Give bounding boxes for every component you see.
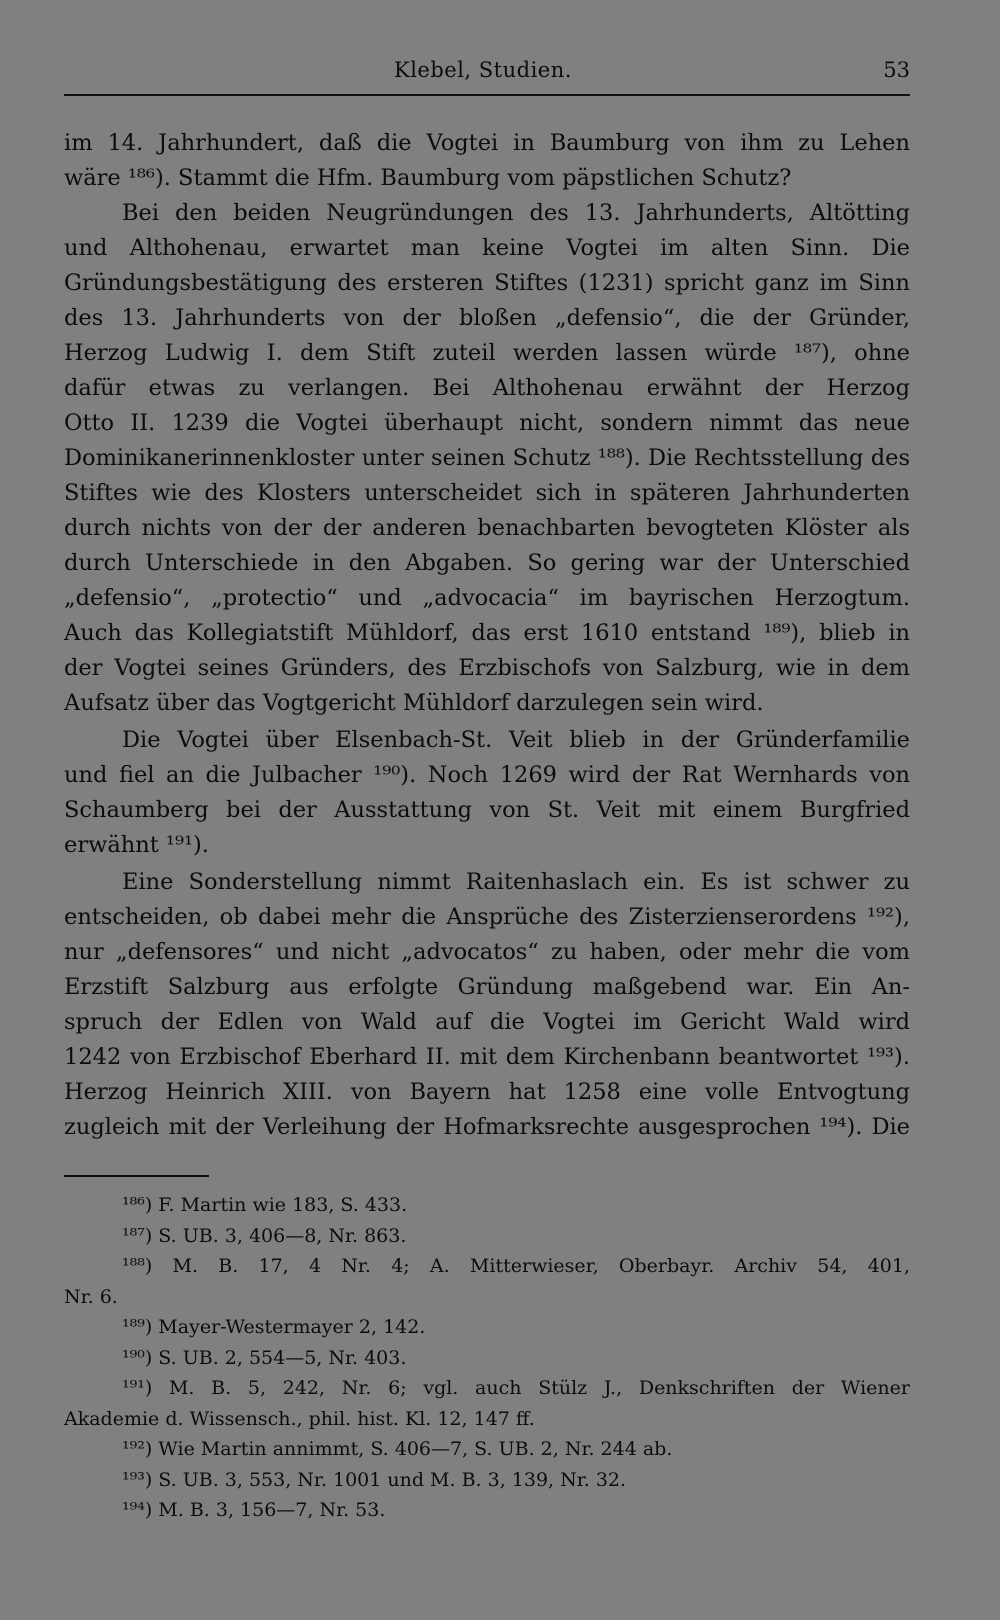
footnote-line: Nr. 6. xyxy=(64,1285,118,1308)
footnote-line: Akademie d. Wissensch., phil. hist. Kl. 12, 147 ff. xyxy=(64,1407,535,1430)
footnote-line: ¹⁹⁰) S. UB. 2, 554—5, Nr. 403. xyxy=(122,1346,407,1369)
text-line: Herzog Heinrich XIII. von Bayern hat 1258 eine volle Entvogtung xyxy=(64,1079,910,1105)
text-line: Auch das Kollegiatstift Mühldorf, das erst 1610 entstand ¹⁸⁹), blieb in xyxy=(64,620,910,646)
footnote-rule xyxy=(64,1175,209,1177)
text-line: Bei den beiden Neugründungen des 13. Jahrhunderts, Altötting xyxy=(122,200,910,226)
footnote-line: ¹⁹³) S. UB. 3, 553, Nr. 1001 und M. B. 3, 139, Nr. 32. xyxy=(122,1468,627,1491)
text-line: nur „defensores“ und nicht „advocatos“ zu haben, oder mehr die vom xyxy=(64,939,910,965)
text-line: entscheiden, ob dabei mehr die Ansprüche des Zisterzienserordens ¹⁹²), xyxy=(64,904,910,930)
text-line: durch nichts von der der anderen benachbarten bevogteten Klöster als xyxy=(64,515,910,541)
page-number: 53 xyxy=(883,58,910,82)
text-line: und Althohenau, erwartet man keine Vogtei im alten Sinn. Die xyxy=(64,235,910,261)
footnote-line: ¹⁸⁸) M. B. 17, 4 Nr. 4; A. Mitterwieser, Oberbayr. Archiv 54, 401, xyxy=(122,1255,910,1277)
text-line: im 14. Jahrhundert, daß die Vogtei in Baumburg von ihm zu Lehen xyxy=(64,130,910,156)
text-line: Die Vogtei über Elsenbach-St. Veit blieb in der Gründerfamilie xyxy=(122,727,910,753)
text-line: des 13. Jahrhunderts von der bloßen „defensio“, die der Gründer, xyxy=(64,305,910,331)
footnote-line: ¹⁹²) Wie Martin annimmt, S. 406—7, S. UB. 2, Nr. 244 ab. xyxy=(122,1438,673,1460)
page-header xyxy=(64,58,910,96)
text-line: spruch der Edlen von Wald auf die Vogtei im Gericht Wald wird xyxy=(64,1009,910,1035)
text-line: Erzstift Salzburg aus erfolgte Gründung maßgebend war. Ein An- xyxy=(64,974,910,1000)
text-line: „defensio“, „protectio“ und „advocacia“ im bayrischen Herzogtum. xyxy=(64,585,910,611)
text-line: wäre ¹⁸⁶). Stammt die Hfm. Baumburg vom päpstlichen Schutz? xyxy=(64,165,792,191)
text-line: 1242 von Erzbischof Eberhard II. mit dem Kirchenbann beantwortet ¹⁹³). xyxy=(64,1044,910,1070)
footnote-line: ¹⁹¹) M. B. 5, 242, Nr. 6; vgl. auch Stülz J., Denkschriften der Wiener xyxy=(122,1377,910,1399)
text-line: Schaumberg bei der Ausstattung von St. Veit mit einem Burgfried xyxy=(64,797,910,823)
text-line: Stiftes wie des Klosters unterscheidet sich in späteren Jahrhunderten xyxy=(64,480,910,506)
footnote-line: ¹⁸⁹) Mayer-Westermayer 2, 142. xyxy=(122,1316,426,1338)
footnote-line: ¹⁸⁶) F. Martin wie 183, S. 433. xyxy=(122,1194,408,1216)
text-line: durch Unterschiede in den Abgaben. So gering war der Unterschied xyxy=(64,550,910,576)
text-line: Gründungsbestätigung des ersteren Stiftes (1231) spricht ganz im Sinn xyxy=(64,270,910,296)
text-line: zugleich mit der Verleihung der Hofmarksrechte ausgesprochen ¹⁹⁴). Die xyxy=(64,1114,910,1140)
text-line: Aufsatz über das Vogtgericht Mühldorf darzulegen sein wird. xyxy=(64,690,764,716)
text-line: erwähnt ¹⁹¹). xyxy=(64,832,209,858)
body-text xyxy=(64,126,910,1145)
text-line: der Vogtei seines Gründers, des Erzbischofs von Salzburg, wie in dem xyxy=(64,655,910,681)
text-line: Dominikanerinnenkloster unter seinen Schutz ¹⁸⁸). Die Rechtsstellung des xyxy=(64,445,910,471)
header-rule xyxy=(64,94,910,96)
running-title: Klebel, Studien. xyxy=(394,58,572,82)
text-line: Herzog Ludwig I. dem Stift zuteil werden lassen würde ¹⁸⁷), ohne xyxy=(64,340,910,366)
text-line: Otto II. 1239 die Vogtei überhaupt nicht, sondern nimmt das neue xyxy=(64,410,910,436)
footnote-line: ¹⁹⁴) M. B. 3, 156—7, Nr. 53. xyxy=(122,1499,386,1521)
footnote-line: ¹⁸⁷) S. UB. 3, 406—8, Nr. 863. xyxy=(122,1224,407,1247)
text-line: dafür etwas zu verlangen. Bei Althohenau erwähnt der Herzog xyxy=(64,375,910,401)
text-line: und fiel an die Julbacher ¹⁹⁰). Noch 1269 wird der Rat Wernhards von xyxy=(64,762,910,788)
footnotes xyxy=(64,1190,910,1526)
text-line: Eine Sonderstellung nimmt Raitenhaslach ein. Es ist schwer zu xyxy=(122,869,910,895)
